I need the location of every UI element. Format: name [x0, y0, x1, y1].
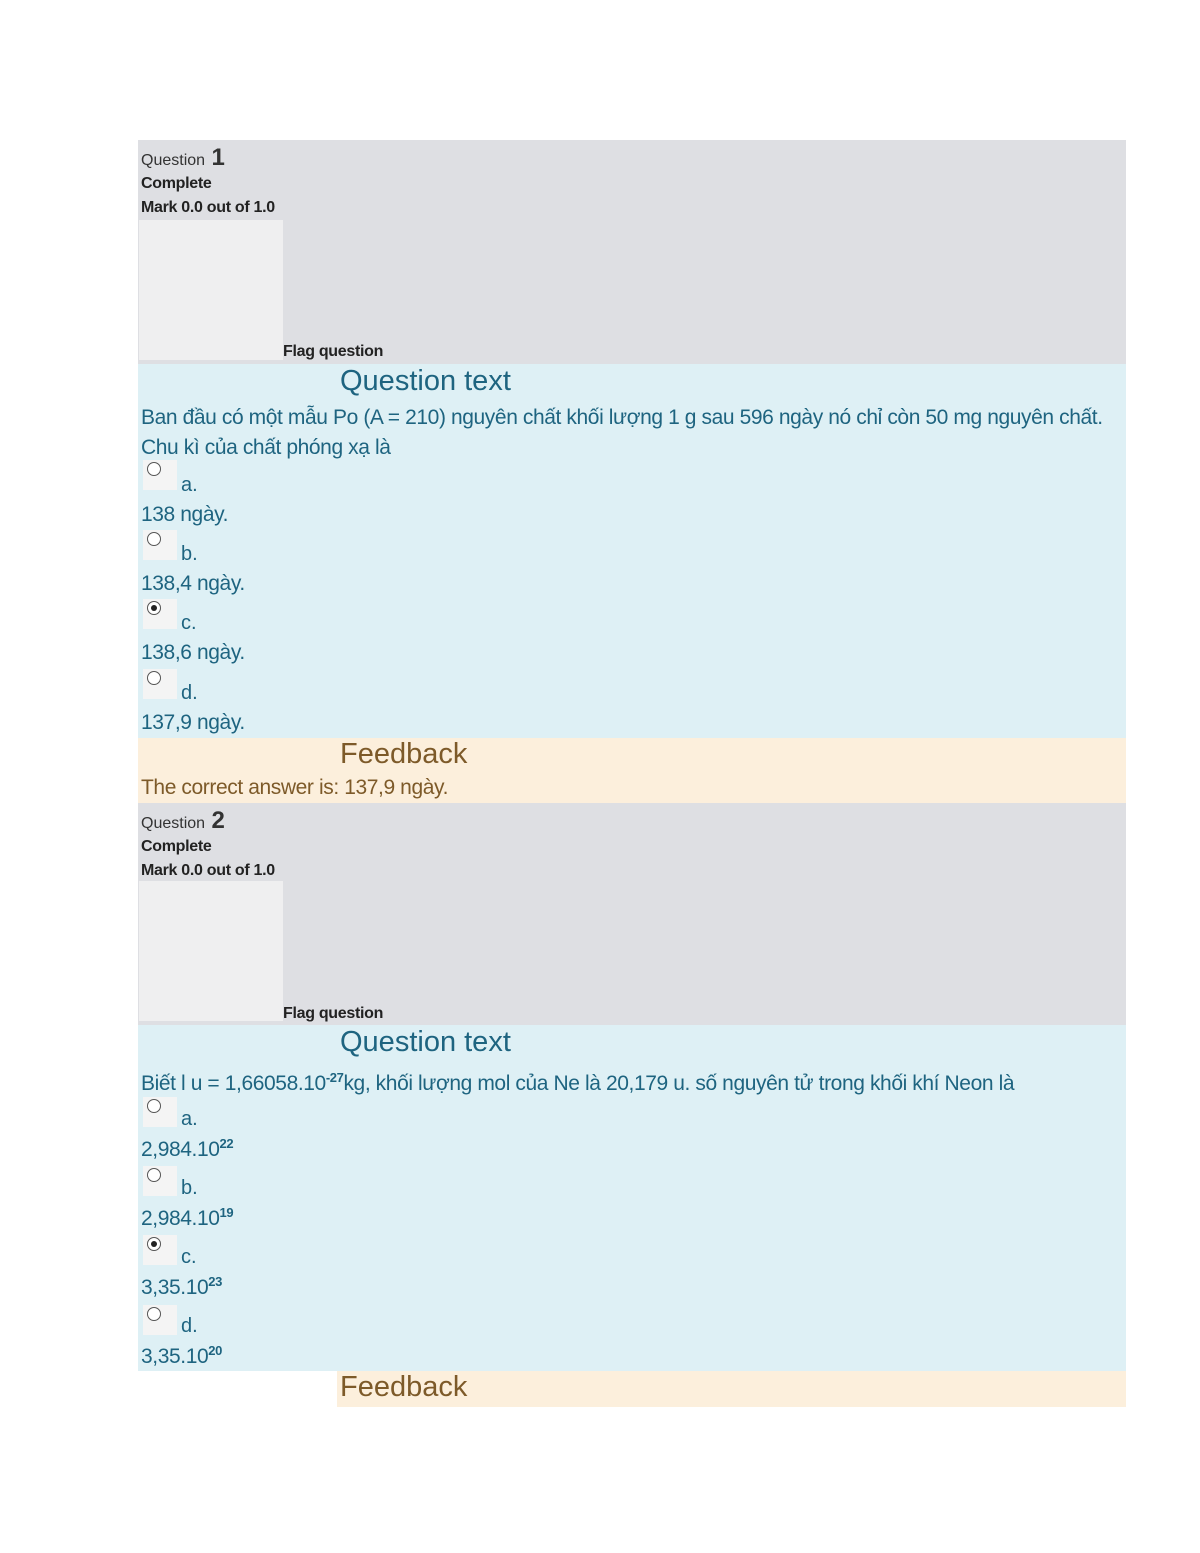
answer-a-letter: a.	[181, 1108, 198, 1130]
question-grade: Mark 0.0 out of 1.0	[141, 199, 275, 216]
question-text-prefix: Biết l u = 1,66058.10	[141, 1072, 326, 1095]
question-1-info	[138, 140, 1126, 364]
question-label: Question	[141, 152, 206, 169]
question-state: Complete	[141, 175, 212, 192]
answer-d-base: 3,35.10	[141, 1345, 209, 1368]
feedback-text: The correct answer is: 137,9 ngày.	[141, 776, 448, 799]
answer-c-base: 3,35.10	[141, 1276, 209, 1299]
answer-c-radio[interactable]	[143, 1235, 177, 1265]
answer-d-radio[interactable]	[143, 1305, 177, 1335]
radio-icon	[147, 462, 161, 476]
question-2-feedback	[337, 1371, 1126, 1407]
answer-b-radio[interactable]	[143, 1166, 177, 1196]
radio-icon	[147, 532, 161, 546]
answer-d-exponent: 20	[208, 1343, 222, 1358]
answer-a-text: 138 ngày.	[141, 503, 229, 526]
question-text: Ban đầu có một mẫu Po (A = 210) nguyên chất khối lượng 1 g sau 596 ngày nó chỉ còn 50 mg nguyên chất. Chu kì của chất phóng xạ là	[141, 406, 1103, 459]
answer-a-exponent: 22	[219, 1136, 234, 1151]
answer-b-text	[141, 1205, 233, 1231]
question-text-exponent: -27	[325, 1070, 344, 1085]
answer-b-letter: b.	[181, 1177, 198, 1199]
question-number	[141, 807, 1123, 835]
question-grade: Mark 0.0 out of 1.0	[141, 862, 275, 879]
question-1-formulation	[138, 364, 1126, 738]
question-text-heading: Question text	[340, 365, 511, 397]
question-1-feedback	[138, 738, 1126, 803]
answer-a-radio[interactable]	[143, 460, 177, 490]
answer-a-letter: a.	[181, 474, 198, 496]
answer-b-exponent: 19	[219, 1205, 234, 1220]
radio-checked-icon	[147, 601, 161, 615]
answer-c-text: 138,6 ngày.	[141, 641, 245, 664]
answer-b-radio[interactable]	[143, 530, 177, 560]
answer-a-text	[141, 1136, 233, 1162]
flag-icon[interactable]	[139, 220, 283, 360]
answer-d-radio[interactable]	[143, 669, 177, 699]
feedback-heading: Feedback	[340, 1371, 468, 1403]
answer-c-text	[141, 1274, 222, 1300]
radio-checked-icon	[147, 1237, 161, 1251]
answer-c-exponent: 23	[208, 1274, 222, 1289]
question-label: Question	[141, 815, 206, 832]
answer-c-radio[interactable]	[143, 599, 177, 629]
answer-a-radio[interactable]	[143, 1097, 177, 1127]
answer-a-base: 2,984.10	[141, 1138, 220, 1161]
flag-question-link[interactable]: Flag question	[283, 1005, 384, 1022]
flag-question-link[interactable]: Flag question	[283, 343, 384, 360]
question-2-formulation	[138, 1025, 1126, 1371]
question-text-suffix: kg, khối lượng mol của Ne là 20,179 u. số nguyên tử trong khối khí Neon là	[343, 1072, 1015, 1095]
answer-b-letter: b.	[181, 543, 198, 565]
question-text-heading: Question text	[340, 1026, 511, 1058]
question-state: Complete	[141, 838, 212, 855]
question-text	[141, 1063, 1121, 1099]
radio-icon	[147, 671, 161, 685]
feedback-heading: Feedback	[340, 738, 468, 770]
answer-d-text: 137,9 ngày.	[141, 711, 245, 734]
question-number-value: 1	[211, 144, 225, 171]
answer-d-text	[141, 1343, 222, 1369]
quiz-review-page	[138, 140, 1126, 1407]
radio-icon	[147, 1307, 161, 1321]
answer-b-text: 138,4 ngày.	[141, 572, 245, 595]
flag-icon[interactable]	[139, 881, 283, 1021]
answer-c-letter: c.	[181, 1246, 197, 1268]
radio-icon	[147, 1099, 161, 1113]
question-number-value: 2	[211, 807, 225, 834]
question-2-info	[138, 803, 1126, 1025]
radio-icon	[147, 1168, 161, 1182]
question-number	[141, 144, 1123, 172]
answer-d-letter: d.	[181, 682, 198, 704]
answer-d-letter: d.	[181, 1315, 198, 1337]
answer-b-base: 2,984.10	[141, 1207, 220, 1230]
answer-c-letter: c.	[181, 612, 197, 634]
